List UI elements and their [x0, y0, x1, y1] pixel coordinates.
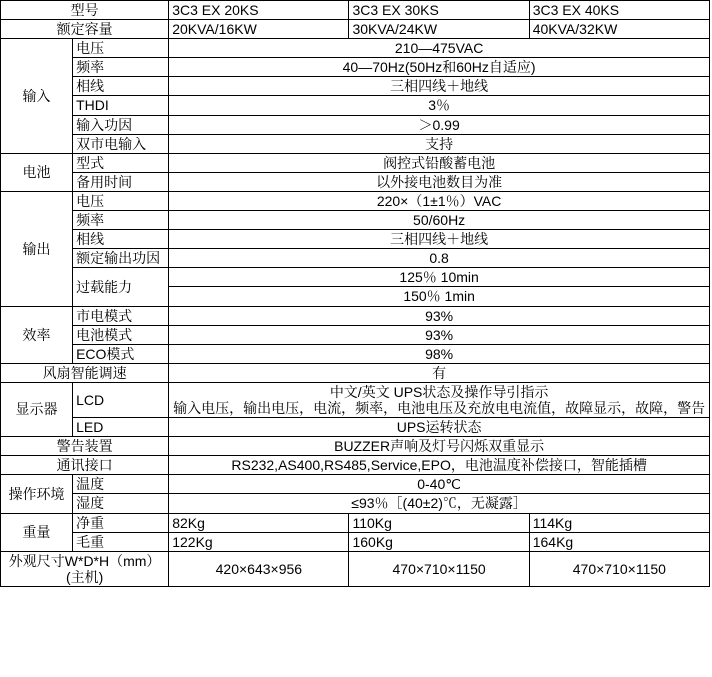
table-row [1, 39, 710, 58]
net-weight-value-1: 82Kg [169, 513, 349, 532]
efficiency-mains-value: 93% [169, 306, 710, 325]
gross-weight-value-3: 164Kg [529, 532, 709, 551]
lcd-value-line-1: 中文/英文 UPS状态及操作导引指示 [329, 383, 549, 400]
efficiency-eco-label: ECO模式 [73, 344, 169, 363]
table-row [1, 325, 710, 344]
efficiency-mains-label: 市电模式 [73, 306, 169, 325]
table-row [1, 96, 710, 115]
table-row [1, 268, 710, 287]
communication-interface-label: 通讯接口 [1, 456, 169, 475]
table-row [1, 437, 710, 456]
input-voltage-label: 电压 [73, 39, 169, 58]
input-voltage-value: 210—475VAC [169, 39, 710, 58]
dual-mains-input-label: 双市电输入 [73, 134, 169, 153]
dimension-label: 外观尺寸W*D*H（mm）(主机) [1, 551, 169, 586]
table-row [1, 172, 710, 191]
rated-capacity-value-1: 20KVA/16KW [169, 20, 349, 39]
lcd-value [169, 382, 710, 417]
model-value-1: 3C3 EX 20KS [169, 1, 349, 20]
output-frequency-value: 50/60Hz [169, 211, 710, 230]
overload-capacity-value-1: 125％ 10min [169, 268, 710, 287]
table-row [1, 20, 710, 39]
input-frequency-label: 频率 [73, 58, 169, 77]
alarm-device-label: 警告装置 [1, 437, 169, 456]
fan-speed-control-value: 有 [169, 363, 710, 382]
table-row [1, 382, 710, 417]
overload-capacity-label: 过载能力 [73, 268, 169, 306]
table-row [1, 532, 710, 551]
gross-weight-value-2: 160Kg [349, 532, 529, 551]
table-row [1, 456, 710, 475]
output-phase-label: 相线 [73, 230, 169, 249]
table-row [1, 1, 710, 20]
battery-backup-time-value: 以外接电池数目为准 [169, 172, 710, 191]
table-row [1, 551, 710, 586]
gross-weight-value-1: 122Kg [169, 532, 349, 551]
input-thdi-label: THDI [73, 96, 169, 115]
output-power-factor-label: 额定输出功因 [73, 249, 169, 268]
input-thdi-value: 3％ [169, 96, 710, 115]
section-input-label: 输入 [1, 39, 73, 154]
section-display-label: 显示器 [1, 382, 73, 436]
temperature-label: 温度 [73, 475, 169, 494]
model-label: 型号 [1, 1, 169, 20]
section-environment-label: 操作环境 [1, 475, 73, 513]
section-weight-label: 重量 [1, 513, 73, 551]
lcd-label: LCD [73, 382, 169, 417]
table-row [1, 494, 710, 513]
battery-type-label: 型式 [73, 153, 169, 172]
battery-type-value: 阀控式铅酸蓄电池 [169, 153, 710, 172]
gross-weight-label: 毛重 [73, 532, 169, 551]
fan-speed-control-label: 风扇智能调速 [1, 363, 169, 382]
output-voltage-label: 电压 [73, 191, 169, 210]
overload-capacity-value-2: 150％ 1min [169, 287, 710, 306]
table-row [1, 115, 710, 134]
table-row [1, 134, 710, 153]
humidity-label: 湿度 [73, 494, 169, 513]
humidity-value: ≤93％［(40±2)℃，无凝露］ [169, 494, 710, 513]
output-frequency-label: 频率 [73, 211, 169, 230]
battery-backup-time-label: 备用时间 [73, 172, 169, 191]
output-power-factor-value: 0.8 [169, 249, 710, 268]
table-row [1, 230, 710, 249]
rated-capacity-label: 额定容量 [1, 20, 169, 39]
table-row [1, 58, 710, 77]
model-value-2: 3C3 EX 30KS [349, 1, 529, 20]
rated-capacity-value-3: 40KVA/32KW [529, 20, 709, 39]
communication-interface-value: RS232,AS400,RS485,Service,EPO，电池温度补偿接口，智能插槽 [169, 456, 710, 475]
table-row [1, 191, 710, 210]
alarm-device-value: BUZZER声响及灯号闪烁双重显示 [169, 437, 710, 456]
section-output-label: 输出 [1, 191, 73, 306]
rated-capacity-value-2: 30KVA/24KW [349, 20, 529, 39]
table-row [1, 363, 710, 382]
table-row [1, 153, 710, 172]
dimension-value-3: 470×710×1150 [529, 551, 709, 586]
table-row [1, 418, 710, 437]
section-battery-label: 电池 [1, 153, 73, 191]
input-power-factor-value: ＞0.99 [169, 115, 710, 134]
input-frequency-value: 40—70Hz(50Hz和60Hz自适应) [169, 58, 710, 77]
table-row [1, 513, 710, 532]
led-label: LED [73, 418, 169, 437]
net-weight-value-3: 114Kg [529, 513, 709, 532]
efficiency-battery-value: 93% [169, 325, 710, 344]
output-voltage-value: 220×（1±1％）VAC [169, 191, 710, 210]
table-row [1, 306, 710, 325]
efficiency-eco-value: 98% [169, 344, 710, 363]
output-phase-value: 三相四线＋地线 [169, 230, 710, 249]
section-efficiency-label: 效率 [1, 306, 73, 363]
table-row [1, 249, 710, 268]
net-weight-label: 净重 [73, 513, 169, 532]
dimension-value-1: 420×643×956 [169, 551, 349, 586]
model-value-3: 3C3 EX 40KS [529, 1, 709, 20]
dimension-value-2: 470×710×1150 [349, 551, 529, 586]
net-weight-value-2: 110Kg [349, 513, 529, 532]
input-phase-value: 三相四线＋地线 [169, 77, 710, 96]
led-value: UPS运转状态 [169, 418, 710, 437]
table-row [1, 475, 710, 494]
table-row [1, 211, 710, 230]
lcd-value-line-2: 输入电压，输出电压，电流，频率，电池电压及充放电电流值，故障显示，故障，警告 [173, 399, 706, 416]
table-row [1, 77, 710, 96]
dual-mains-input-value: 支持 [169, 134, 710, 153]
input-power-factor-label: 输入功因 [73, 115, 169, 134]
table-row [1, 344, 710, 363]
temperature-value: 0-40℃ [169, 475, 710, 494]
efficiency-battery-label: 电池模式 [73, 325, 169, 344]
input-phase-label: 相线 [73, 77, 169, 96]
